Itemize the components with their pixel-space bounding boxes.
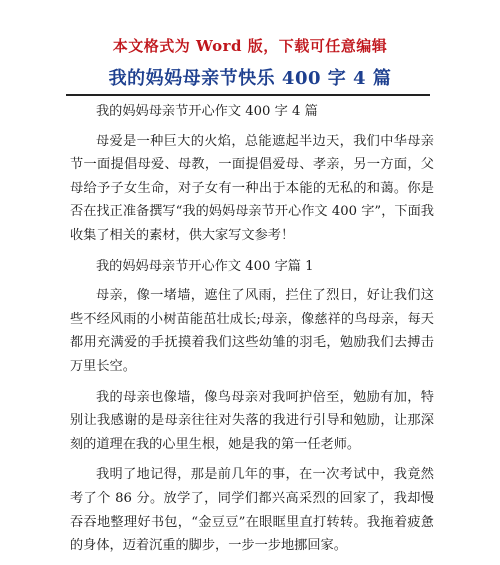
body-paragraph: 我明了地记得，那是前几年的事，在一次考试中，我竟然考了个 86 分。放学了，同学们都兴高采烈的回家了，我却慢吞吞地整理好书包，“金豆豆”在眼眶里直打转转。我拖着疲惫的身体，迈着沉重的脚步，一步一步地挪回家。 xyxy=(70,467,434,554)
title-divider xyxy=(66,94,430,96)
body-paragraph: 我的母亲也像墙，像鸟母亲对我呵护倍至，勉励有加，特别让我感谢的是母亲往往对失落的我进行引导和勉励，让那深刻的道理在我的心里生根，她是我的第一任老师。 xyxy=(70,389,434,452)
section-heading: 我的妈妈母亲节开心作文 400 字篇 1 xyxy=(96,258,314,274)
document-body xyxy=(70,100,434,565)
body-paragraph: 母亲，像一堵墙，遮住了风雨，拦住了烈日，好让我们这些不经风雨的小树苗能茁壮成长;母亲，像慈祥的鸟母亲，每天都用充满爱的手抚摸着我们这些幼雏的羽毛，勉励我们去搏击万里长空。 xyxy=(70,288,434,374)
intro-paragraph: 母爱是一种巨大的火焰，总能遮起半边天，我们中华母亲节一面提倡母爱、母教，一面提倡爱母、孝亲，另一方面，父母给予子女生命，对子女有一种出于本能的无私的和蔼。你是否在找正准备撰写“我的妈妈母亲节开心作文 400 字”，下面我收集了相关的素材，供大家写文参考！ xyxy=(70,133,434,243)
format-banner: 本文格式为 Word 版，下载可任意编辑 xyxy=(112,37,388,55)
essay-heading: 我的妈妈母亲节开心作文 400 字 4 篇 xyxy=(96,104,318,119)
document-title: 我的妈妈母亲节快乐 400 字 4 篇 xyxy=(108,68,392,89)
